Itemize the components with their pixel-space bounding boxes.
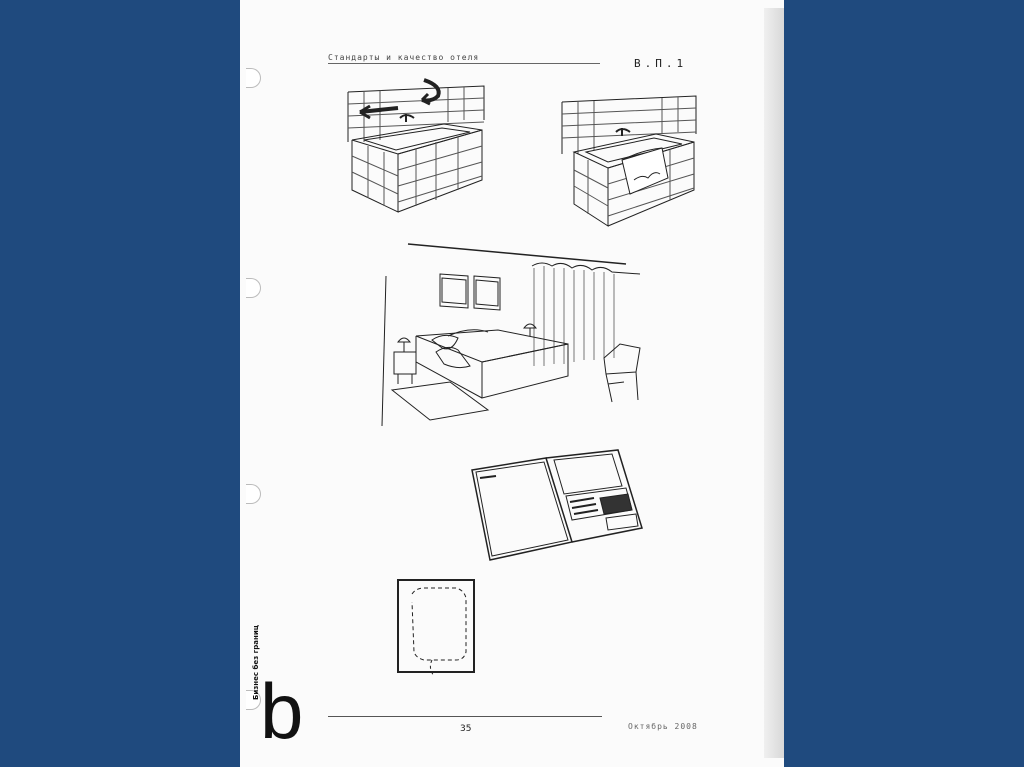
header-title: Стандарты и качество отеля [328,53,480,62]
page-number: 35 [460,724,472,734]
hotel-room-with-bed-illustration [378,240,658,440]
header-rule [328,63,600,64]
document-page [240,0,784,767]
footer-rule [328,716,602,717]
binder-hole [246,484,261,504]
open-guest-folder-illustration [466,448,656,563]
publisher-logo-letter: b [260,667,304,755]
bathtub-with-drain-arrows-illustration [344,72,494,222]
bathtub-with-folded-towel-illustration [558,90,708,240]
page-edge-shadow [764,8,784,758]
section-code: В.П.1 [634,57,688,70]
binder-hole [246,68,261,88]
towel-frame-diagram-illustration [394,576,480,676]
publisher-logo-text: Бизнес без границ [252,625,260,700]
binder-hole [246,278,261,298]
issue-date: Октябрь 2008 [628,722,698,731]
